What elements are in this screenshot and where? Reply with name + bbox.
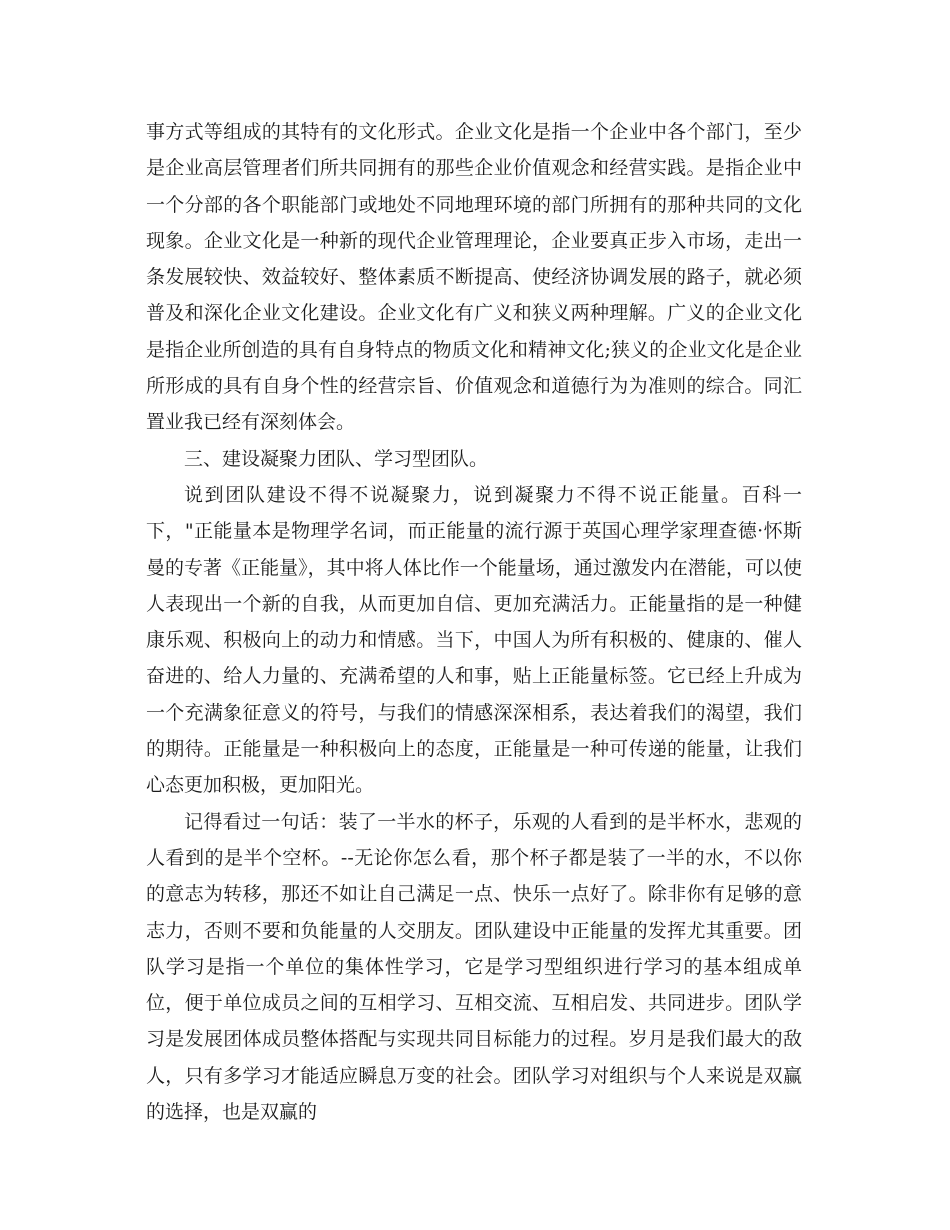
paragraph-positive-energy: 说到团队建设不得不说凝聚力，说到凝聚力不得不说正能量。百科一下，"正能量本是物理学名词，而正能量的流行源于英国心理学家理查德·怀斯曼的专著《正能量》，其中将人体比作一个能量场，通过激发内在潜能，可以使人表现出一个新的自我，从而更加自信、更加充满活力。正能量指的是一种健康乐观、积极向上的动力和情感。当下，中国人为所有积极的、健康的、催人奋进的、给人力量的、充满希望的人和事，贴上正能量标签。它已经上升成为一个充满象征意义的符号，与我们的情感深深相系，表达着我们的渴望，我们的期待。正能量是一种积极向上的态度，正能量是一种可传递的能量，让我们心态更加积极，更加阳光。: [146, 483, 802, 797]
section-heading-team-building: 三、建设凝聚力团队、学习型团队。: [184, 447, 489, 470]
body-text: [146, 114, 802, 1130]
paragraph-team-learning: 记得看过一句话：装了一半水的杯子，乐观的人看到的是半杯水，悲观的人看到的是半个空杯。--无论你怎么看，那个杯子都是装了一半的水，不以你的意志为转移，那还不如让自己满足一点、快乐一点好了。除非你有足够的意志力，否则不要和负能量的人交朋友。团队建设中正能量的发挥尤其重要。团队学习是指一个单位的集体性学习，它是学习型组织进行学习的基本组成单位，便于单位成员之间的互相学习、互相交流、互相启发、共同进步。团队学习是发展团体成员整体搭配与实现共同目标能力的过程。岁月是我们最大的敌人，只有多学习才能适应瞬息万变的社会。团队学习对组织与个人来说是双赢的选择，也是双赢的: [146, 810, 802, 1124]
paragraph-corporate-culture: 事方式等组成的其特有的文化形式。企业文化是指一个企业中各个部门，至少是企业高层管理者们所共同拥有的那些企业价值观念和经营实践。是指企业中一个分部的各个职能部门或地处不同地理环境的部门所拥有的那种共同的文化现象。企业文化是一种新的现代企业管理理论，企业要真正步入市场，走出一条发展较快、效益较好、整体素质不断提高、使经济协调发展的路子，就必须普及和深化企业文化建设。企业文化有广义和狭义两种理解。广义的企业文化是指企业所创造的具有自身特点的物质文化和精神文化;狭义的企业文化是企业所形成的具有自身个性的经营宗旨、价值观念和道德行为为准则的综合。同汇置业我已经有深刻体会。: [146, 121, 802, 434]
